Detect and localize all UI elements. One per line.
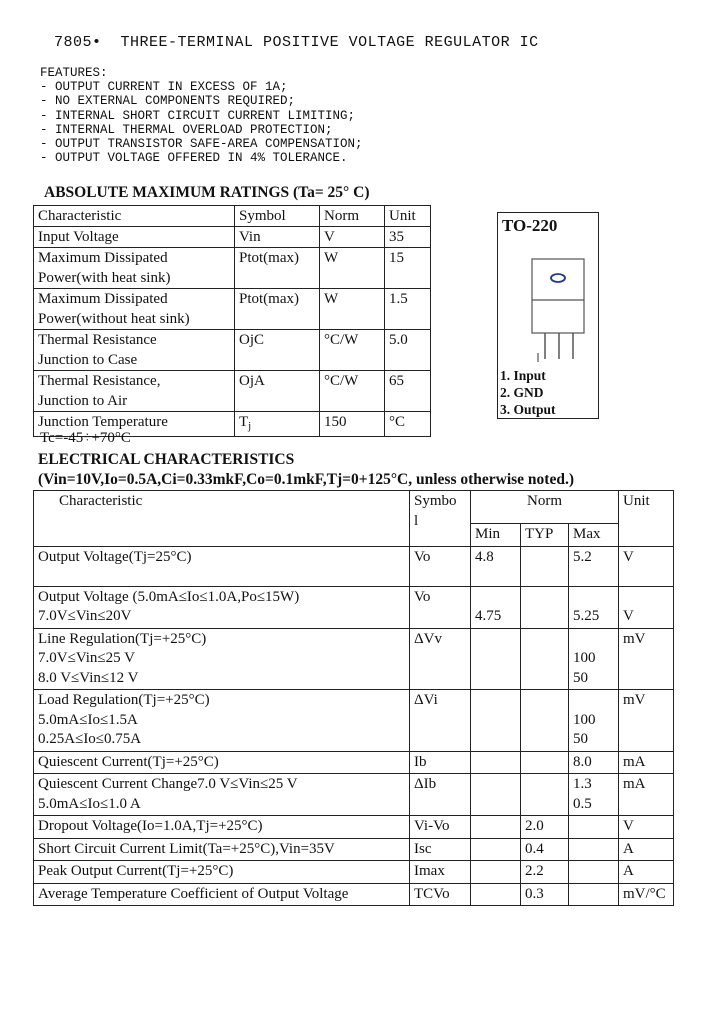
table-row bbox=[34, 883, 674, 906]
electrical-table bbox=[33, 490, 674, 906]
feature-item: - OUTPUT CURRENT IN EXCESS OF 1A; bbox=[40, 80, 288, 95]
package-box bbox=[497, 212, 599, 419]
max-cell bbox=[569, 816, 619, 839]
char-cell: Dropout Voltage(Io=1.0A,Tj=+25°C) bbox=[34, 816, 410, 839]
symbol-cell: Ptot(max) bbox=[235, 289, 320, 330]
char-cell: Input Voltage bbox=[34, 227, 235, 248]
feature-item: - INTERNAL THERMAL OVERLOAD PROTECTION; bbox=[40, 122, 333, 137]
pin-label: 2. GND bbox=[500, 385, 544, 400]
norm-cell: °C/W bbox=[320, 371, 385, 412]
header-cell: Min bbox=[471, 524, 521, 547]
feature-item: - NO EXTERNAL COMPONENTS REQUIRED; bbox=[40, 94, 296, 109]
table-header-row bbox=[34, 206, 431, 227]
table-row bbox=[34, 751, 674, 774]
symbol-cell: TCVo bbox=[410, 883, 471, 906]
min-cell bbox=[471, 628, 521, 690]
features-list bbox=[40, 66, 363, 165]
features-heading: FEATURES: bbox=[40, 66, 108, 80]
max-cell: 1.3 0.5 bbox=[569, 774, 619, 816]
char-cell: Junction Temperature bbox=[34, 412, 235, 437]
package-name: TO-220 bbox=[502, 216, 558, 235]
header-cell: Characteristic bbox=[34, 491, 410, 547]
min-cell bbox=[471, 751, 521, 774]
abs-max-table bbox=[33, 205, 431, 437]
min-cell: 4.75 bbox=[471, 586, 521, 628]
symbol-cell: ΔVv bbox=[410, 628, 471, 690]
header-cell: Symbo l bbox=[410, 491, 471, 547]
symbol-cell: Vo bbox=[410, 546, 471, 586]
header-cell: Characteristic bbox=[34, 206, 235, 227]
max-cell: 5.2 bbox=[569, 546, 619, 586]
table-row bbox=[34, 816, 674, 839]
table-row bbox=[34, 861, 674, 884]
unit-cell: °C bbox=[385, 412, 431, 437]
unit-cell: mA bbox=[619, 751, 674, 774]
min-cell bbox=[471, 838, 521, 861]
symbol-cell: Vo bbox=[410, 586, 471, 628]
table-header-row bbox=[34, 491, 674, 524]
min-cell bbox=[471, 883, 521, 906]
header-cell: Unit bbox=[385, 206, 431, 227]
symbol-cell: OjC bbox=[235, 330, 320, 371]
char-cell: Maximum Dissipated Power(with heat sink) bbox=[34, 248, 235, 289]
feature-item: - INTERNAL SHORT CIRCUIT CURRENT LIMITING; bbox=[40, 108, 356, 123]
pin-label: 3. Output bbox=[500, 402, 556, 417]
min-cell bbox=[471, 816, 521, 839]
header-cell: Norm bbox=[320, 206, 385, 227]
electrical-conditions: (Vin=10V,Io=0.5A,Ci=0.33mkF,Co=0.1mkF,Tj=0+125°C, unless otherwise noted.) bbox=[38, 471, 574, 488]
unit-cell: A bbox=[619, 861, 674, 884]
symbol-cell: Isc bbox=[410, 838, 471, 861]
table-row bbox=[34, 330, 431, 371]
norm-cell: V bbox=[320, 227, 385, 248]
typ-cell bbox=[521, 690, 569, 752]
typ-cell bbox=[521, 546, 569, 586]
max-cell: 100 50 bbox=[569, 628, 619, 690]
table-row bbox=[34, 586, 674, 628]
char-cell: Thermal Resistance Junction to Case bbox=[34, 330, 235, 371]
max-cell: 5.25 bbox=[569, 586, 619, 628]
unit-cell: A bbox=[619, 838, 674, 861]
max-cell bbox=[569, 883, 619, 906]
char-cell: Quiescent Current Change7.0 V≤Vin≤25 V 5.0mA≤Io≤1.0 A bbox=[34, 774, 410, 816]
char-cell: Short Circuit Current Limit(Ta=+25°C),Vin=35V bbox=[34, 838, 410, 861]
unit-cell: V bbox=[619, 546, 674, 586]
max-cell: 100 50 bbox=[569, 690, 619, 752]
table-row bbox=[34, 774, 674, 816]
char-cell: Thermal Resistance, Junction to Air bbox=[34, 371, 235, 412]
header-cell: Norm bbox=[471, 491, 619, 524]
unit-cell: 5.0 bbox=[385, 330, 431, 371]
to220-package-icon bbox=[498, 213, 598, 363]
pin-list bbox=[500, 367, 556, 418]
max-cell: 8.0 bbox=[569, 751, 619, 774]
char-cell: Output Voltage(Tj=25°C) bbox=[34, 546, 410, 586]
typ-cell: 0.3 bbox=[521, 883, 569, 906]
norm-cell: 150 bbox=[320, 412, 385, 437]
unit-cell: V bbox=[619, 816, 674, 839]
symbol-cell: Ib bbox=[410, 751, 471, 774]
pin-label: 1. Input bbox=[500, 368, 546, 383]
symbol-cell: ΔIb bbox=[410, 774, 471, 816]
table-row bbox=[34, 628, 674, 690]
header-cell: Symbol bbox=[235, 206, 320, 227]
symbol-cell: Ptot(max) bbox=[235, 248, 320, 289]
part-number: 7805• bbox=[54, 34, 102, 51]
typ-cell: 2.2 bbox=[521, 861, 569, 884]
device-title: THREE-TERMINAL POSITIVE VOLTAGE REGULATOR IC bbox=[120, 34, 539, 51]
char-cell: Maximum Dissipated Power(without heat sink) bbox=[34, 289, 235, 330]
typ-cell bbox=[521, 586, 569, 628]
header-cell: Unit bbox=[619, 491, 674, 547]
table-row bbox=[34, 371, 431, 412]
symbol-cell: Vi-Vo bbox=[410, 816, 471, 839]
char-cell: Average Temperature Coefficient of Output Voltage bbox=[34, 883, 410, 906]
unit-cell: V bbox=[619, 586, 674, 628]
min-cell: 4.8 bbox=[471, 546, 521, 586]
typ-cell bbox=[521, 751, 569, 774]
electrical-heading: ELECTRICAL CHARACTERISTICS bbox=[38, 451, 295, 468]
typ-cell bbox=[521, 774, 569, 816]
norm-cell: W bbox=[320, 248, 385, 289]
table-row bbox=[34, 248, 431, 289]
typ-cell bbox=[521, 628, 569, 690]
table-row bbox=[34, 546, 674, 586]
max-cell bbox=[569, 861, 619, 884]
char-cell: Output Voltage (5.0mA≤Io≤1.0A,Po≤15W) 7.0V≤Vin≤20V bbox=[34, 586, 410, 628]
feature-item: - OUTPUT TRANSISTOR SAFE-AREA COMPENSATION; bbox=[40, 137, 363, 152]
unit-cell: 65 bbox=[385, 371, 431, 412]
typ-cell: 2.0 bbox=[521, 816, 569, 839]
min-cell bbox=[471, 774, 521, 816]
char-cell: Quiescent Current(Tj=+25°C) bbox=[34, 751, 410, 774]
symbol-cell: ΔVi bbox=[410, 690, 471, 752]
table-row bbox=[34, 690, 674, 752]
max-cell bbox=[569, 838, 619, 861]
unit-cell: 35 bbox=[385, 227, 431, 248]
feature-item: - OUTPUT VOLTAGE OFFERED IN 4% TOLERANCE. bbox=[40, 151, 348, 166]
header-cell: Max bbox=[569, 524, 619, 547]
unit-cell: mV/°C bbox=[619, 883, 674, 906]
unit-cell: 1.5 bbox=[385, 289, 431, 330]
header-cell: TYP bbox=[521, 524, 569, 547]
char-cell: Peak Output Current(Tj=+25°C) bbox=[34, 861, 410, 884]
symbol-cell: Vin bbox=[235, 227, 320, 248]
char-cell: Line Regulation(Tj=+25°C) 7.0V≤Vin≤25 V 8.0 V≤Vin≤12 V bbox=[34, 628, 410, 690]
symbol-cell: $T_j$ bbox=[235, 412, 320, 437]
unit-cell: mV bbox=[619, 628, 674, 690]
typ-cell: 0.4 bbox=[521, 838, 569, 861]
table-row bbox=[34, 838, 674, 861]
symbol-cell: Imax bbox=[410, 861, 471, 884]
temperature-note: Tc=-45÷+70°C bbox=[40, 430, 131, 446]
unit-cell: 15 bbox=[385, 248, 431, 289]
norm-cell: °C/W bbox=[320, 330, 385, 371]
char-cell: Load Regulation(Tj=+25°C) 5.0mA≤Io≤1.5A 0.25A≤Io≤0.75A bbox=[34, 690, 410, 752]
symbol-cell: OjA bbox=[235, 371, 320, 412]
min-cell bbox=[471, 690, 521, 752]
unit-cell: mA bbox=[619, 774, 674, 816]
min-cell bbox=[471, 861, 521, 884]
table-row bbox=[34, 227, 431, 248]
table-row bbox=[34, 289, 431, 330]
abs-max-heading: ABSOLUTE MAXIMUM RATINGS (Ta= 25° C) bbox=[44, 184, 370, 201]
page-title bbox=[54, 34, 539, 51]
unit-cell: mV bbox=[619, 690, 674, 752]
norm-cell: W bbox=[320, 289, 385, 330]
